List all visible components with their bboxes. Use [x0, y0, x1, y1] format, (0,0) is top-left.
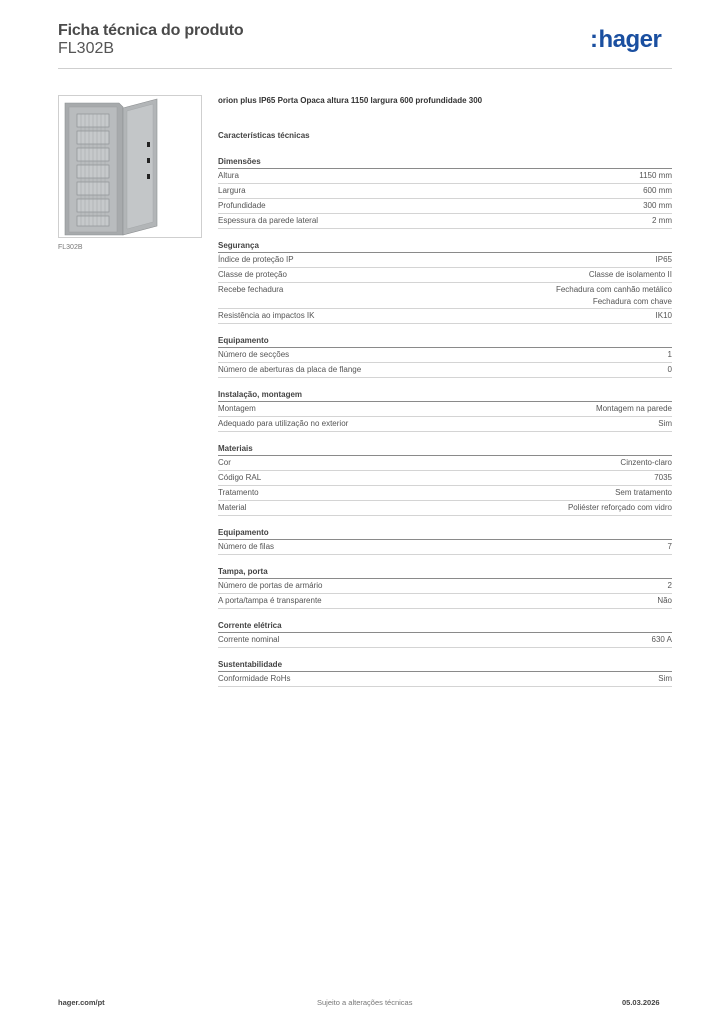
spec-section: [218, 389, 672, 432]
spec-row: [218, 633, 672, 648]
section-title: Equipamento: [218, 335, 672, 348]
spec-row: [218, 417, 672, 432]
header-divider: [58, 68, 672, 69]
spec-row: [218, 309, 672, 324]
spec-section: [218, 335, 672, 378]
spec-value: [620, 456, 672, 470]
spec-value: [643, 184, 672, 198]
spec-label: Espessura da parede lateral: [218, 216, 319, 225]
spec-label: Índice de proteção IP: [218, 255, 294, 264]
section-title: Segurança: [218, 240, 672, 253]
spec-row: [218, 579, 672, 594]
spec-value-line: Cinzento-claro: [620, 458, 672, 467]
spec-value: [658, 417, 672, 431]
spec-section: [218, 659, 672, 687]
section-title: Sustentabilidade: [218, 659, 672, 672]
spec-value-line: 0: [667, 365, 672, 374]
spec-value-line: Fechadura com chave: [592, 297, 672, 306]
spec-label: Profundidade: [218, 201, 266, 210]
spec-label: Classe de proteção: [218, 270, 287, 279]
spec-section: [218, 620, 672, 648]
spec-row: [218, 253, 672, 268]
logo-text: hager: [598, 26, 662, 53]
section-title: Materiais: [218, 443, 672, 456]
spec-value: [652, 214, 672, 228]
spec-section: [218, 240, 672, 324]
spec-label: Código RAL: [218, 473, 262, 482]
spec-value-line: Fechadura com canhão metálico: [555, 285, 672, 294]
footer-website[interactable]: hager.com/pt: [58, 998, 105, 1007]
spec-value: [668, 348, 672, 362]
spec-value: [556, 284, 672, 308]
spec-label: Montagem: [218, 404, 256, 413]
section-title: Corrente elétrica: [218, 620, 672, 633]
spec-label: Recebe fechadura: [218, 285, 284, 294]
section-title: Equipamento: [218, 527, 672, 540]
spec-value-line: 300 mm: [643, 201, 672, 210]
spec-value: [668, 540, 672, 554]
spec-sections: [218, 156, 672, 698]
spec-label: Tratamento: [218, 488, 259, 497]
spec-value: [568, 501, 672, 515]
spec-row: [218, 456, 672, 471]
section-title: Tampa, porta: [218, 566, 672, 579]
spec-label: Número de aberturas da placa de flange: [218, 365, 362, 374]
spec-row: [218, 283, 672, 309]
characteristics-title: Características técnicas: [218, 131, 310, 140]
spec-row: [218, 501, 672, 516]
spec-row: [218, 268, 672, 283]
spec-label: Número de filas: [218, 542, 275, 551]
spec-value-line: 2 mm: [652, 216, 672, 225]
spec-value: [615, 486, 672, 500]
spec-label: Cor: [218, 458, 231, 467]
spec-value-line: 1: [667, 350, 672, 359]
spec-row: [218, 363, 672, 378]
spec-value-line: Classe de isolamento II: [588, 270, 672, 279]
spec-label: Conformidade RoHs: [218, 674, 291, 683]
spec-value: [589, 268, 672, 282]
spec-value: [639, 169, 672, 183]
spec-label: Número de portas de armário: [218, 581, 323, 590]
spec-value-line: Sem tratamento: [615, 488, 672, 497]
spec-label: Resistência ao impactos IK: [218, 311, 315, 320]
spec-value-line: IK10: [655, 311, 672, 320]
brand-logo: :hager: [590, 26, 662, 53]
spec-section: [218, 566, 672, 609]
spec-value: [668, 579, 672, 593]
spec-label: Número de secções: [218, 350, 290, 359]
spec-value: [668, 363, 672, 377]
spec-value-line: Sim: [658, 674, 672, 683]
spec-value: [654, 471, 672, 485]
spec-section: [218, 156, 672, 229]
spec-label: A porta/tampa é transparente: [218, 596, 322, 605]
spec-value-line: Poliéster reforçado com vidro: [567, 503, 672, 512]
spec-value: [656, 309, 672, 323]
spec-value: [657, 594, 672, 608]
spec-value-line: 630 A: [651, 635, 672, 644]
product-image: [58, 95, 202, 238]
product-code: FL302B: [58, 40, 115, 57]
spec-label: Corrente nominal: [218, 635, 280, 644]
spec-row: [218, 402, 672, 417]
spec-row: [218, 672, 672, 687]
spec-label: Altura: [218, 171, 239, 180]
spec-value-line: Não: [657, 596, 672, 605]
spec-section: [218, 527, 672, 555]
spec-label: Adequado para utilização no exterior: [218, 419, 349, 428]
spec-row: [218, 169, 672, 184]
spec-value-line: Sim: [658, 419, 672, 428]
spec-row: [218, 594, 672, 609]
spec-value-line: 1150 mm: [639, 171, 672, 180]
spec-row: [218, 486, 672, 501]
spec-row: [218, 348, 672, 363]
spec-row: [218, 199, 672, 214]
spec-value-line: IP65: [655, 255, 672, 264]
spec-value: [596, 402, 672, 416]
spec-value: [643, 199, 672, 213]
spec-value-line: 7035: [654, 473, 672, 482]
spec-value-line: 7: [667, 542, 672, 551]
section-title: Dimensões: [218, 156, 672, 169]
section-title: Instalação, montagem: [218, 389, 672, 402]
spec-value: [652, 633, 672, 647]
spec-label: Largura: [218, 186, 246, 195]
spec-row: [218, 540, 672, 555]
spec-value-line: 2: [667, 581, 672, 590]
image-caption: FL302B: [58, 244, 83, 251]
spec-row: [218, 184, 672, 199]
spec-value-line: 600 mm: [643, 186, 672, 195]
spec-value: [656, 253, 672, 267]
spec-row: [218, 471, 672, 486]
product-heading: orion plus IP65 Porta Opaca altura 1150 largura 600 profundidade 300: [218, 96, 483, 105]
spec-value: [658, 672, 672, 686]
page-title: Ficha técnica do produto: [58, 22, 244, 39]
spec-label: Material: [218, 503, 247, 512]
footer-date: 05.03.2026: [622, 998, 660, 1007]
spec-value-line: Montagem na parede: [595, 404, 672, 413]
spec-row: [218, 214, 672, 229]
footer-notice: Sujeito a alterações técnicas: [317, 998, 413, 1007]
spec-section: [218, 443, 672, 516]
